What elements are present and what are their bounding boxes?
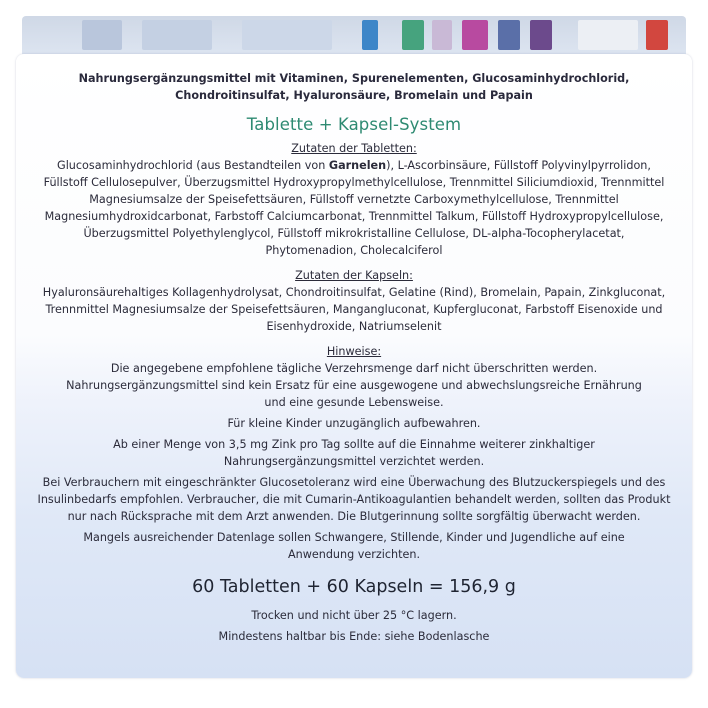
allergen-highlight: Garnelen <box>328 159 387 172</box>
flap-decoration <box>362 20 378 50</box>
ingredient-line: Hyaluronsäurehaltiges Kollagenhydrolysat, Chondroitinsulfat, Gelatine (Rind), Bromelain, Papain, Zinkgluconat, <box>42 286 666 299</box>
flap-decoration <box>242 20 332 50</box>
flap-decoration <box>432 20 452 50</box>
flap-decoration <box>530 20 552 50</box>
flap-decoration <box>142 20 212 50</box>
ingredient-line: Magnesiumsalze der Speisefettsäuren, Füllstoff vernetzte Carboxymethylcellulose, Trennmittel <box>89 193 619 206</box>
ingredient-line: Füllstoff Cellulosepulver, Überzugsmittel Hydroxypropylmethylcellulose, Trennmittel Siliciumdioxid, Trennmittel <box>43 176 665 189</box>
flap-decoration <box>82 20 122 50</box>
ingredient-line: Überzugsmittel Polyethylenglycol, Füllstoff mikrokristalline Cellulose, DL-alpha-Tocopherylacetat, <box>83 227 625 240</box>
product-description-line: Chondroitinsulfat, Hyaluronsäure, Bromelain und Papain <box>175 89 533 102</box>
flap-decoration <box>402 20 424 50</box>
ingredient-line: Glucosaminhydrochlorid (aus Bestandteilen von Garnelen), L-Ascorbinsäure, Füllstoff Polyvinylpyrrolidon, <box>57 159 651 172</box>
note-paragraph: Für kleine Kinder unzugänglich aufbewahren. <box>227 417 481 430</box>
label-text <box>0 70 708 645</box>
flap-decoration <box>578 20 638 50</box>
capsules-ingredients <box>14 284 694 335</box>
flap-decoration <box>498 20 520 50</box>
ingredient-line: Magnesiumhydroxidcarbonat, Farbstoff Calciumcarbonat, Trennmittel Talkum, Füllstoff Hydroxypropylcellulose, <box>44 210 664 223</box>
system-title: Tablette + Kapsel-System <box>246 115 462 134</box>
note-paragraph: Mangels ausreichender Datenlage sollen Schwangere, Stillende, Kinder und Jugendliche auf eine Anwendung verzichten. <box>83 531 625 561</box>
flap-decoration <box>462 20 488 50</box>
note-paragraph: Ab einer Menge von 3,5 mg Zink pro Tag sollte auf die Einnahme weiterer zinkhaltiger Nahrungsergänzungsmittel verzichtet werden. <box>113 438 595 468</box>
tablets-heading: Zutaten der Tabletten: <box>291 142 417 155</box>
product-description-line: Nahrungsergänzungsmittel mit Vitaminen, Spurenelementen, Glucosaminhydrochlorid, <box>78 72 630 85</box>
note-paragraph: Die angegebene empfohlene tägliche Verzehrsmenge darf nicht überschritten werden. Nahrungsergänzungsmittel sind kein Ersatz für eine ausgewogene und abwechslungsreiche Ernährung und eine gesunde Lebensweise. <box>66 362 642 409</box>
tablets-ingredients <box>14 157 694 259</box>
flap-decoration <box>646 20 668 50</box>
ingredient-line: Trennmittel Magnesiumsalze der Speisefettsäuren, Mangangluconat, Kupfergluconat, Farbstoff Eisenoxide und <box>45 303 663 316</box>
package-top-flap <box>22 16 686 56</box>
capsules-heading: Zutaten der Kapseln: <box>295 269 413 282</box>
notes-heading: Hinweise: <box>326 345 382 358</box>
package-contents-total: 60 Tabletten + 60 Kapseln = 156,9 g <box>192 577 516 597</box>
note-paragraph: Bei Verbrauchern mit eingeschränkter Glucosetoleranz wird eine Überwachung des Blutzuckerspiegels und des Insulinbedarfs empfohlen. Verbraucher, die mit Cumarin-Antikoagulantien behandelt werden, sollten das Produkt nur nach Rücksprache mit dem Arzt anwenden. Die Blutgerinnung sollte sorgfältig überwacht werden. <box>37 476 671 523</box>
best-before-note: Mindestens haltbar bis Ende: siehe Bodenlasche <box>218 630 490 643</box>
ingredient-line: Eisenhydroxide, Natriumselenit <box>266 320 442 333</box>
storage-instruction: Trocken und nicht über 25 °C lagern. <box>251 609 457 622</box>
ingredient-line: Phytomenadion, Cholecalciferol <box>265 244 443 257</box>
